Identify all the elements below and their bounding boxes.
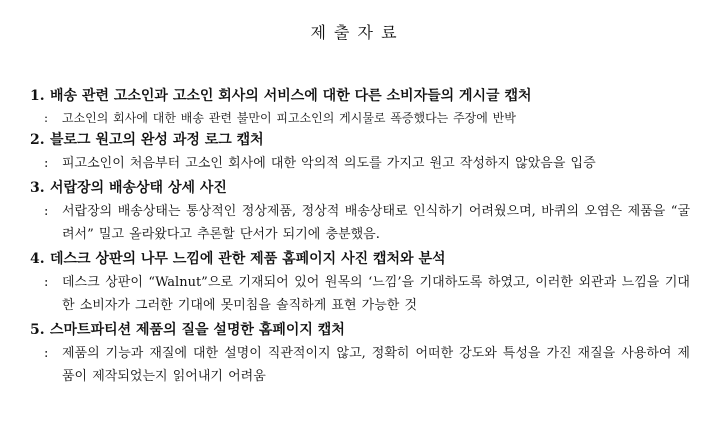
item-heading [30,320,690,340]
colon-marker: : [44,346,49,361]
item-heading [30,130,690,150]
item-heading [30,178,690,198]
submission-list [30,86,690,388]
item-heading-text: 서랍장의 배송상태 상세 사진 [50,180,227,196]
item-description [30,152,690,175]
item-description [30,271,690,317]
document-title: 제 출 자 료 [310,23,397,42]
item-heading [30,86,690,106]
item-heading-text: 스마트파티션 제품의 질을 설명한 홈페이지 캡처 [50,322,345,338]
item-number: 3. [30,180,45,196]
item-number: 5. [30,322,45,338]
item-heading-text: 배송 관련 고소인과 고소인 회사의 서비스에 대한 다른 소비자들의 게시글 캡처 [50,88,532,104]
item-number: 1. [30,88,45,104]
item-heading-text: 블로그 원고의 완성 과정 로그 캡처 [50,132,264,148]
item-description-text: 고소인의 회사에 대한 배송 관련 불만이 피고소인의 게시물로 폭증했다는 주장에 반박 [62,111,516,125]
item-heading [30,249,690,269]
colon-marker: : [44,204,49,219]
item-description [30,108,690,128]
colon-marker: : [44,275,49,290]
list-item [30,130,690,175]
item-description-text: 서랍장의 배송상태는 통상적인 정상제품, 정상적 배송상태로 인식하기 어려웠으며, 바퀴의 오염은 제품을 “굴려서” 밀고 올라왔다고 추론할 단서가 되기에 충분했음. [62,204,690,242]
colon-marker: : [44,111,49,125]
item-description [30,200,690,246]
list-item [30,320,690,388]
list-item [30,178,690,246]
item-description-text: 데스크 상판이 “Walnut”으로 기재되어 있어 원목의 ‘느낌’을 기대하도록 하였고, 이러한 외관과 느낌을 기대한 소비자가 그러한 기대에 못미침을 솔직하게 표현 가능한 것 [62,275,690,313]
item-description-text: 피고소인이 처음부터 고소인 회사에 대한 악의적 의도를 가지고 원고 작성하지 않았음을 입증 [62,156,596,171]
list-item [30,249,690,317]
item-description [30,342,690,388]
item-number: 4. [30,251,45,267]
item-number: 2. [30,132,45,148]
item-description-text: 제품의 기능과 재질에 대한 설명이 직관적이지 않고, 정확히 어떠한 강도와 특성을 가진 재질을 사용하여 제품이 제작되었는지 읽어내기 어려움 [62,346,690,384]
item-heading-text: 데스크 상판의 나무 느낌에 관한 제품 홈페이지 사진 캡처와 분석 [50,251,446,267]
list-item [30,86,690,128]
colon-marker: : [44,156,49,171]
